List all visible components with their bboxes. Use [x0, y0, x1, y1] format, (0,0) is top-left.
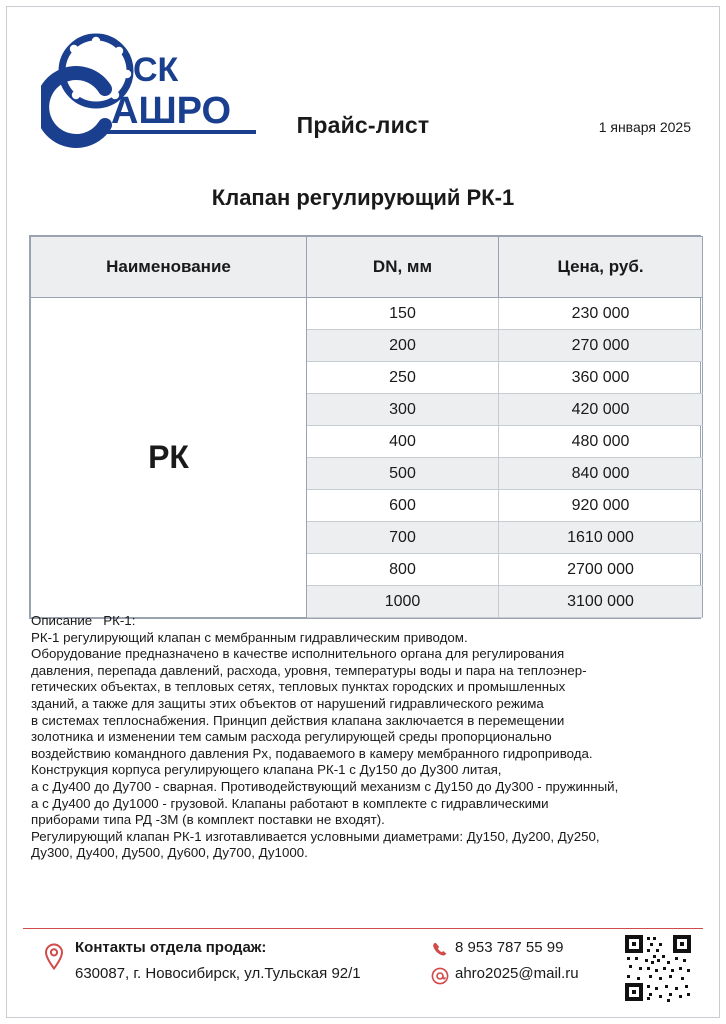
cell-dn: 250 [307, 362, 499, 394]
column-header-dn: DN, мм [307, 237, 499, 298]
cell-dn: 500 [307, 458, 499, 490]
cell-dn: 400 [307, 426, 499, 458]
cell-price: 1610 000 [499, 522, 703, 554]
description-line: РК-1 регулирующий клапан с мембранным гидравлическим приводом. [31, 629, 468, 645]
price-table [30, 236, 703, 618]
description-line: а с Ду400 до Ду1000 - грузовой. Клапаны работают в комплекте с гидравлическими [31, 795, 549, 811]
cell-dn: 800 [307, 554, 499, 586]
location-pin-icon [43, 943, 65, 976]
contacts-address: 630087, г. Новосибирск, ул.Тульская 92/1 [75, 965, 361, 982]
cell-dn: 1000 [307, 586, 499, 618]
svg-text:СК: СК [133, 51, 179, 89]
description-line: Оборудование предназначено в качестве исполнительного органа для регулирования [31, 646, 565, 662]
table-row [31, 298, 703, 330]
document-header [7, 7, 719, 210]
contacts-title: Контакты отдела продаж: [75, 939, 267, 956]
description-block [31, 613, 695, 862]
phone-icon [431, 941, 449, 964]
cell-price: 420 000 [499, 394, 703, 426]
document-date: 1 января 2025 [598, 119, 691, 135]
cell-price: 840 000 [499, 458, 703, 490]
phone-number[interactable]: 8 953 787 55 99 [455, 939, 564, 956]
svg-text:АШРО: АШРО [111, 90, 232, 132]
price-table-container [29, 235, 701, 619]
document-footer [7, 929, 719, 1009]
cell-price: 2700 000 [499, 554, 703, 586]
cell-price: 230 000 [499, 298, 703, 330]
cell-price: 480 000 [499, 426, 703, 458]
document-sheet [6, 6, 720, 1018]
description-line: приборами типа РД -3М (в комплект поставки не входят). [31, 812, 385, 828]
table-header-row [31, 237, 703, 298]
cell-price: 920 000 [499, 490, 703, 522]
email-icon [431, 967, 449, 990]
cell-dn: 300 [307, 394, 499, 426]
column-header-price: Цена, руб. [499, 237, 703, 298]
description-line: золотника и изменении тем самым расхода регулирующей среды пропорционально [31, 729, 552, 745]
description-line: давления, перепада давлений, расхода, уровня, температуры воды и пара на теплоэнер- [31, 662, 587, 678]
description-heading: Описание РК-1: [31, 613, 136, 628]
description-line: зданий, а также для защиты этих объектов от нарушений гидравлического режима [31, 695, 544, 711]
column-header-name: Наименование [31, 237, 307, 298]
product-title: Клапан регулирующий РК-1 [211, 185, 515, 210]
product-name-cell: РК [31, 298, 307, 618]
cell-dn: 700 [307, 522, 499, 554]
email-address[interactable]: ahro2025@mail.ru [455, 965, 579, 982]
description-line: Ду300, Ду400, Ду500, Ду600, Ду700, Ду1000. [31, 845, 308, 861]
cell-price: 270 000 [499, 330, 703, 362]
description-line: Конструкция корпуса регулирующего клапана РК-1 с Ду150 до Ду300 литая, [31, 762, 502, 778]
description-line: а с Ду400 до Ду700 - сварная. Противодействующий механизм с Ду150 до Ду300 - пружинный, [31, 778, 619, 794]
cell-price: 360 000 [499, 362, 703, 394]
description-line: в системах теплоснабжения. Принцип действия клапана заключается в перемещении [31, 712, 565, 728]
description-line: воздействию командного давления Рх, подаваемого в камеру мембранного гидропривода. [31, 745, 593, 761]
qr-code [623, 933, 693, 1003]
cell-dn: 150 [307, 298, 499, 330]
cell-dn: 600 [307, 490, 499, 522]
cell-dn: 200 [307, 330, 499, 362]
description-line: гетических объектах, в тепловых сетях, тепловых пунктах городских и промышленных [31, 679, 566, 695]
cell-price: 3100 000 [499, 586, 703, 618]
description-line: Регулирующий клапан РК-1 изготавливается условными диаметрами: Ду150, Ду200, Ду250, [31, 828, 600, 844]
page-title: Прайс-лист [296, 112, 430, 138]
